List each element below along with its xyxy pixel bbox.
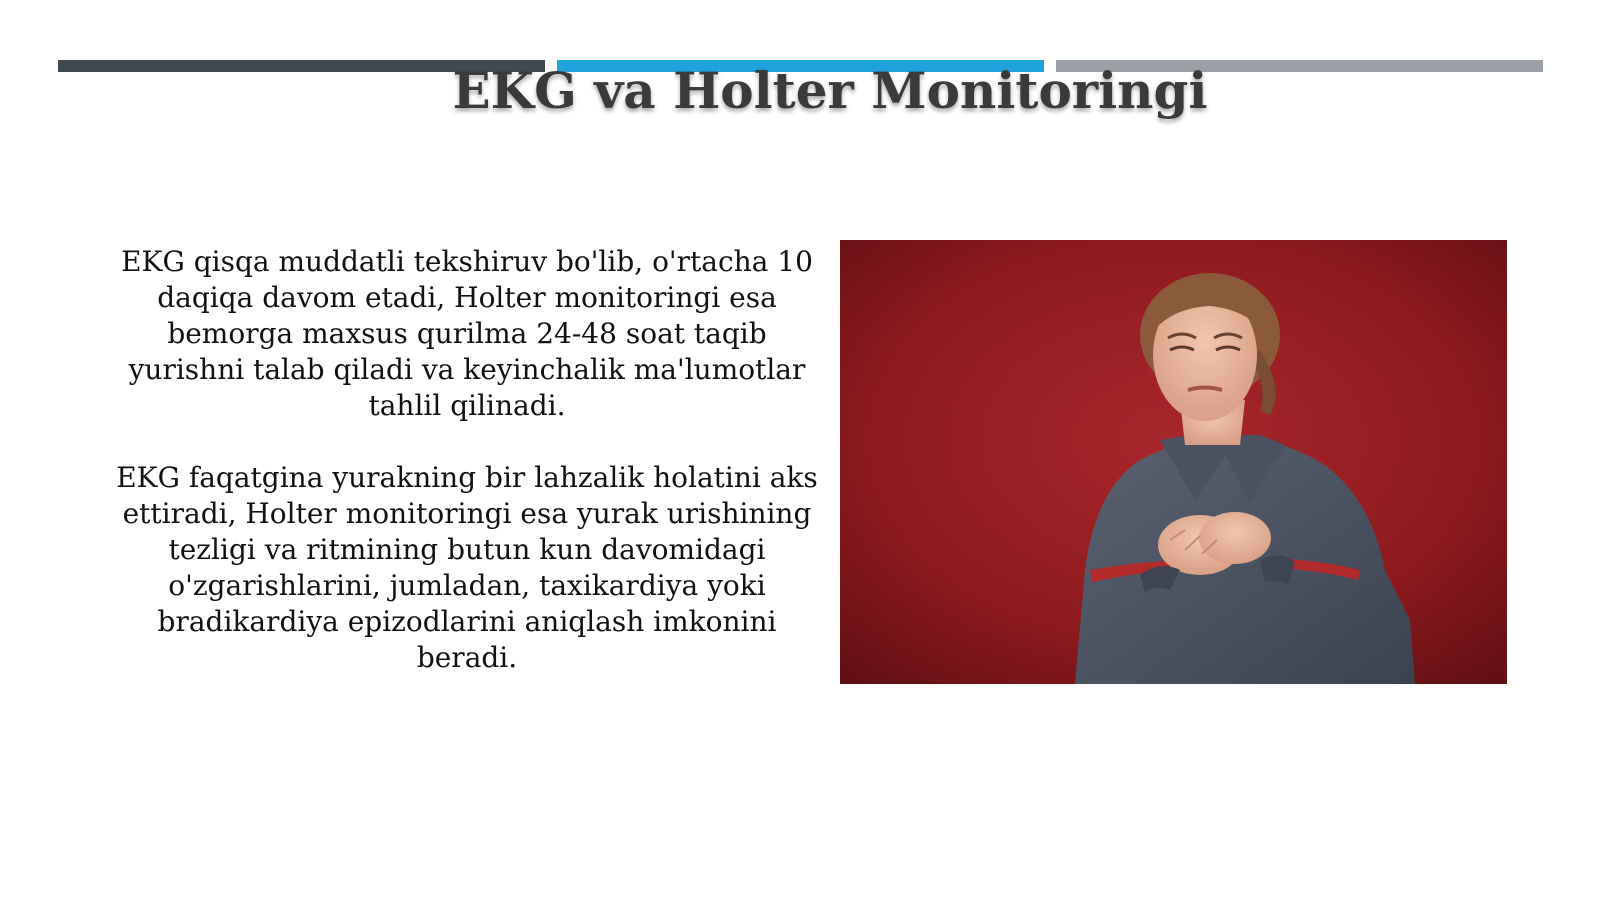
slide-title: EKG va Holter Monitoringi [452, 61, 1208, 120]
paragraph-ekg-duration: EKG qisqa muddatli tekshiruv bo'lib, o'rtacha 10 daqiqa davom etadi, Holter monitoringi esa bemorga maxsus qurilma 24-48 soat taqib yurishni talab qiladi va keyinchalik ma'lumotlar tahlil qilinadi. [121, 245, 813, 422]
woman-holding-chest-photo [840, 240, 1507, 684]
body-text [112, 244, 822, 676]
paragraph-ekg-comparison: EKG faqatgina yurakning bir lahzalik holatini aks ettiradi, Holter monitoringi esa yurak urishining tezligi va ritmining butun kun davomidagi o'zgarishlarini, jumladan, taxikardiya yoki bradikardiya epizodlarini aniqlash imkonini beradi. [116, 461, 818, 674]
